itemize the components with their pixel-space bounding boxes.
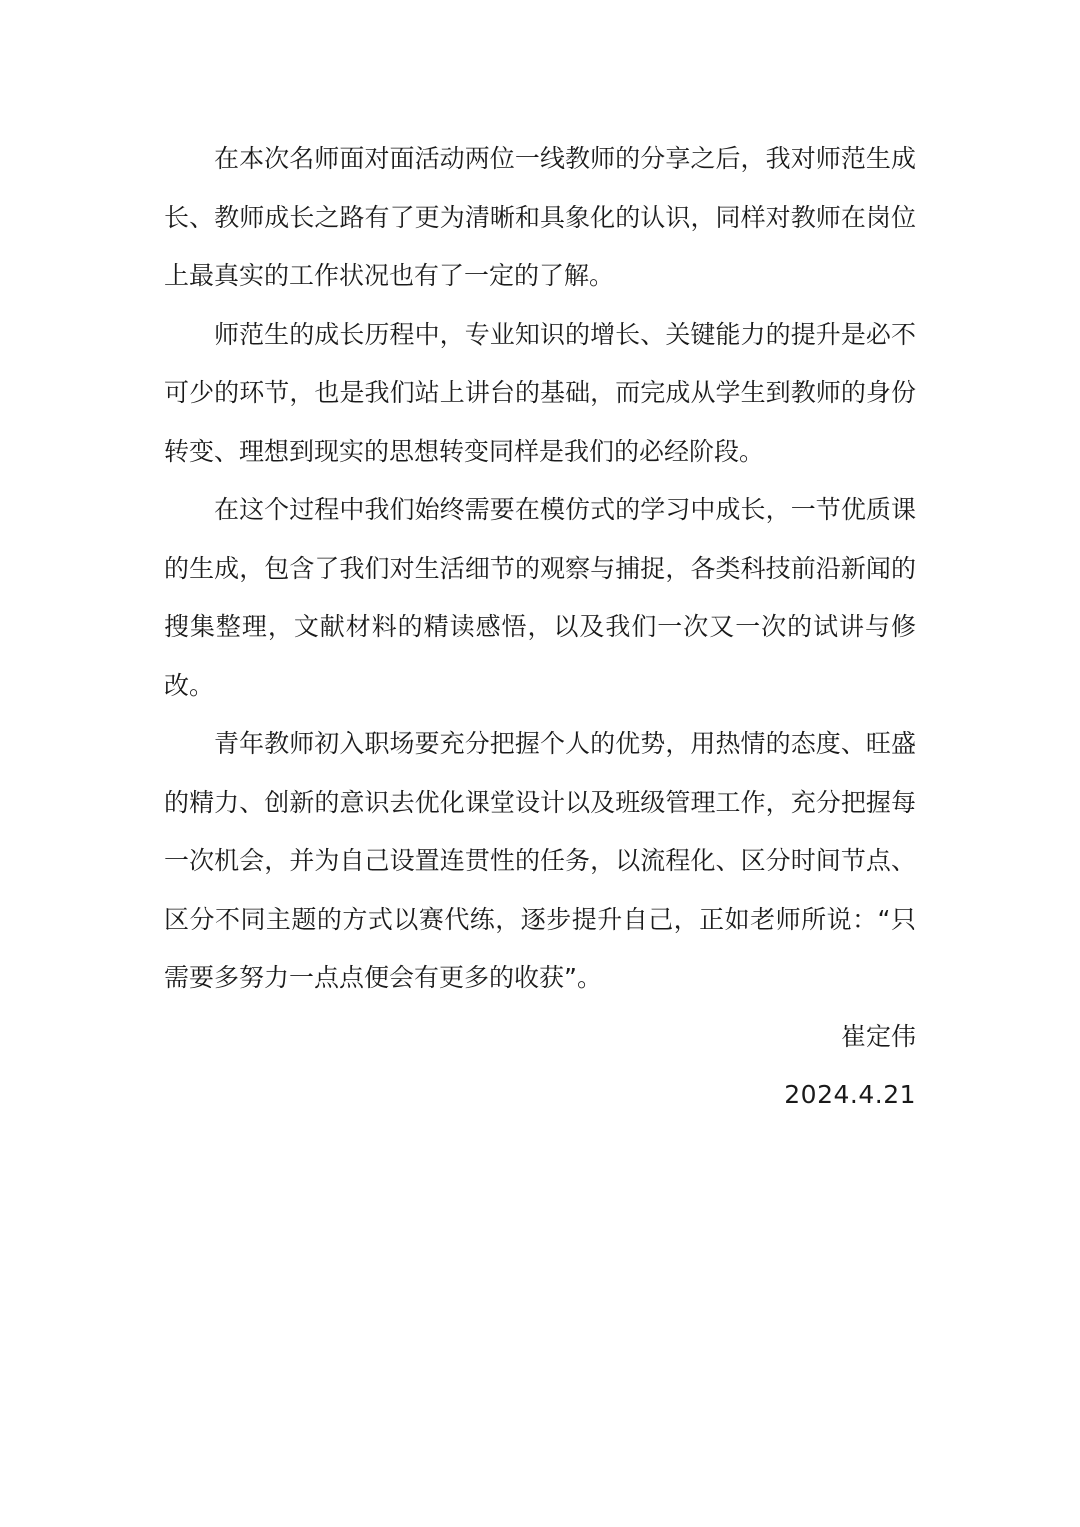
paragraph-3: 在这个过程中我们始终需要在模仿式的学习中成长，一节优质课的生成，包含了我们对生活细节的观察与捕捉，各类科技前沿新闻的搜集整理，文献材料的精读感悟，以及我们一次又一次的试讲与修改。 xyxy=(164,495,916,700)
paragraph-1: 在本次名师面对面活动两位一线教师的分享之后，我对师范生成长、教师成长之路有了更为清晰和具象化的认识，同样对教师在岗位上最真实的工作状况也有了一定的了解。 xyxy=(164,144,916,290)
document-body xyxy=(164,130,916,1125)
paragraph-2: 师范生的成长历程中，专业知识的增长、关键能力的提升是必不可少的环节，也是我们站上讲台的基础，而完成从学生到教师的身份转变、理想到现实的思想转变同样是我们的必经阶段。 xyxy=(164,319,916,466)
paragraph-4: 青年教师初入职场要充分把握个人的优势，用热情的态度、旺盛的精力、创新的意识去优化课堂设计以及班级管理工作，充分把握每一次机会，并为自己设置连贯性的任务，以流程化、区分时间节点、区分不同主题的方式以赛代练，逐步提升自己，正如老师所说：“只需要多努力一点点便会有更多的收获”。 xyxy=(164,729,916,992)
signature-date: 2024.4.21 xyxy=(784,1080,916,1109)
signature-name: 崔定伟 xyxy=(840,1021,916,1051)
